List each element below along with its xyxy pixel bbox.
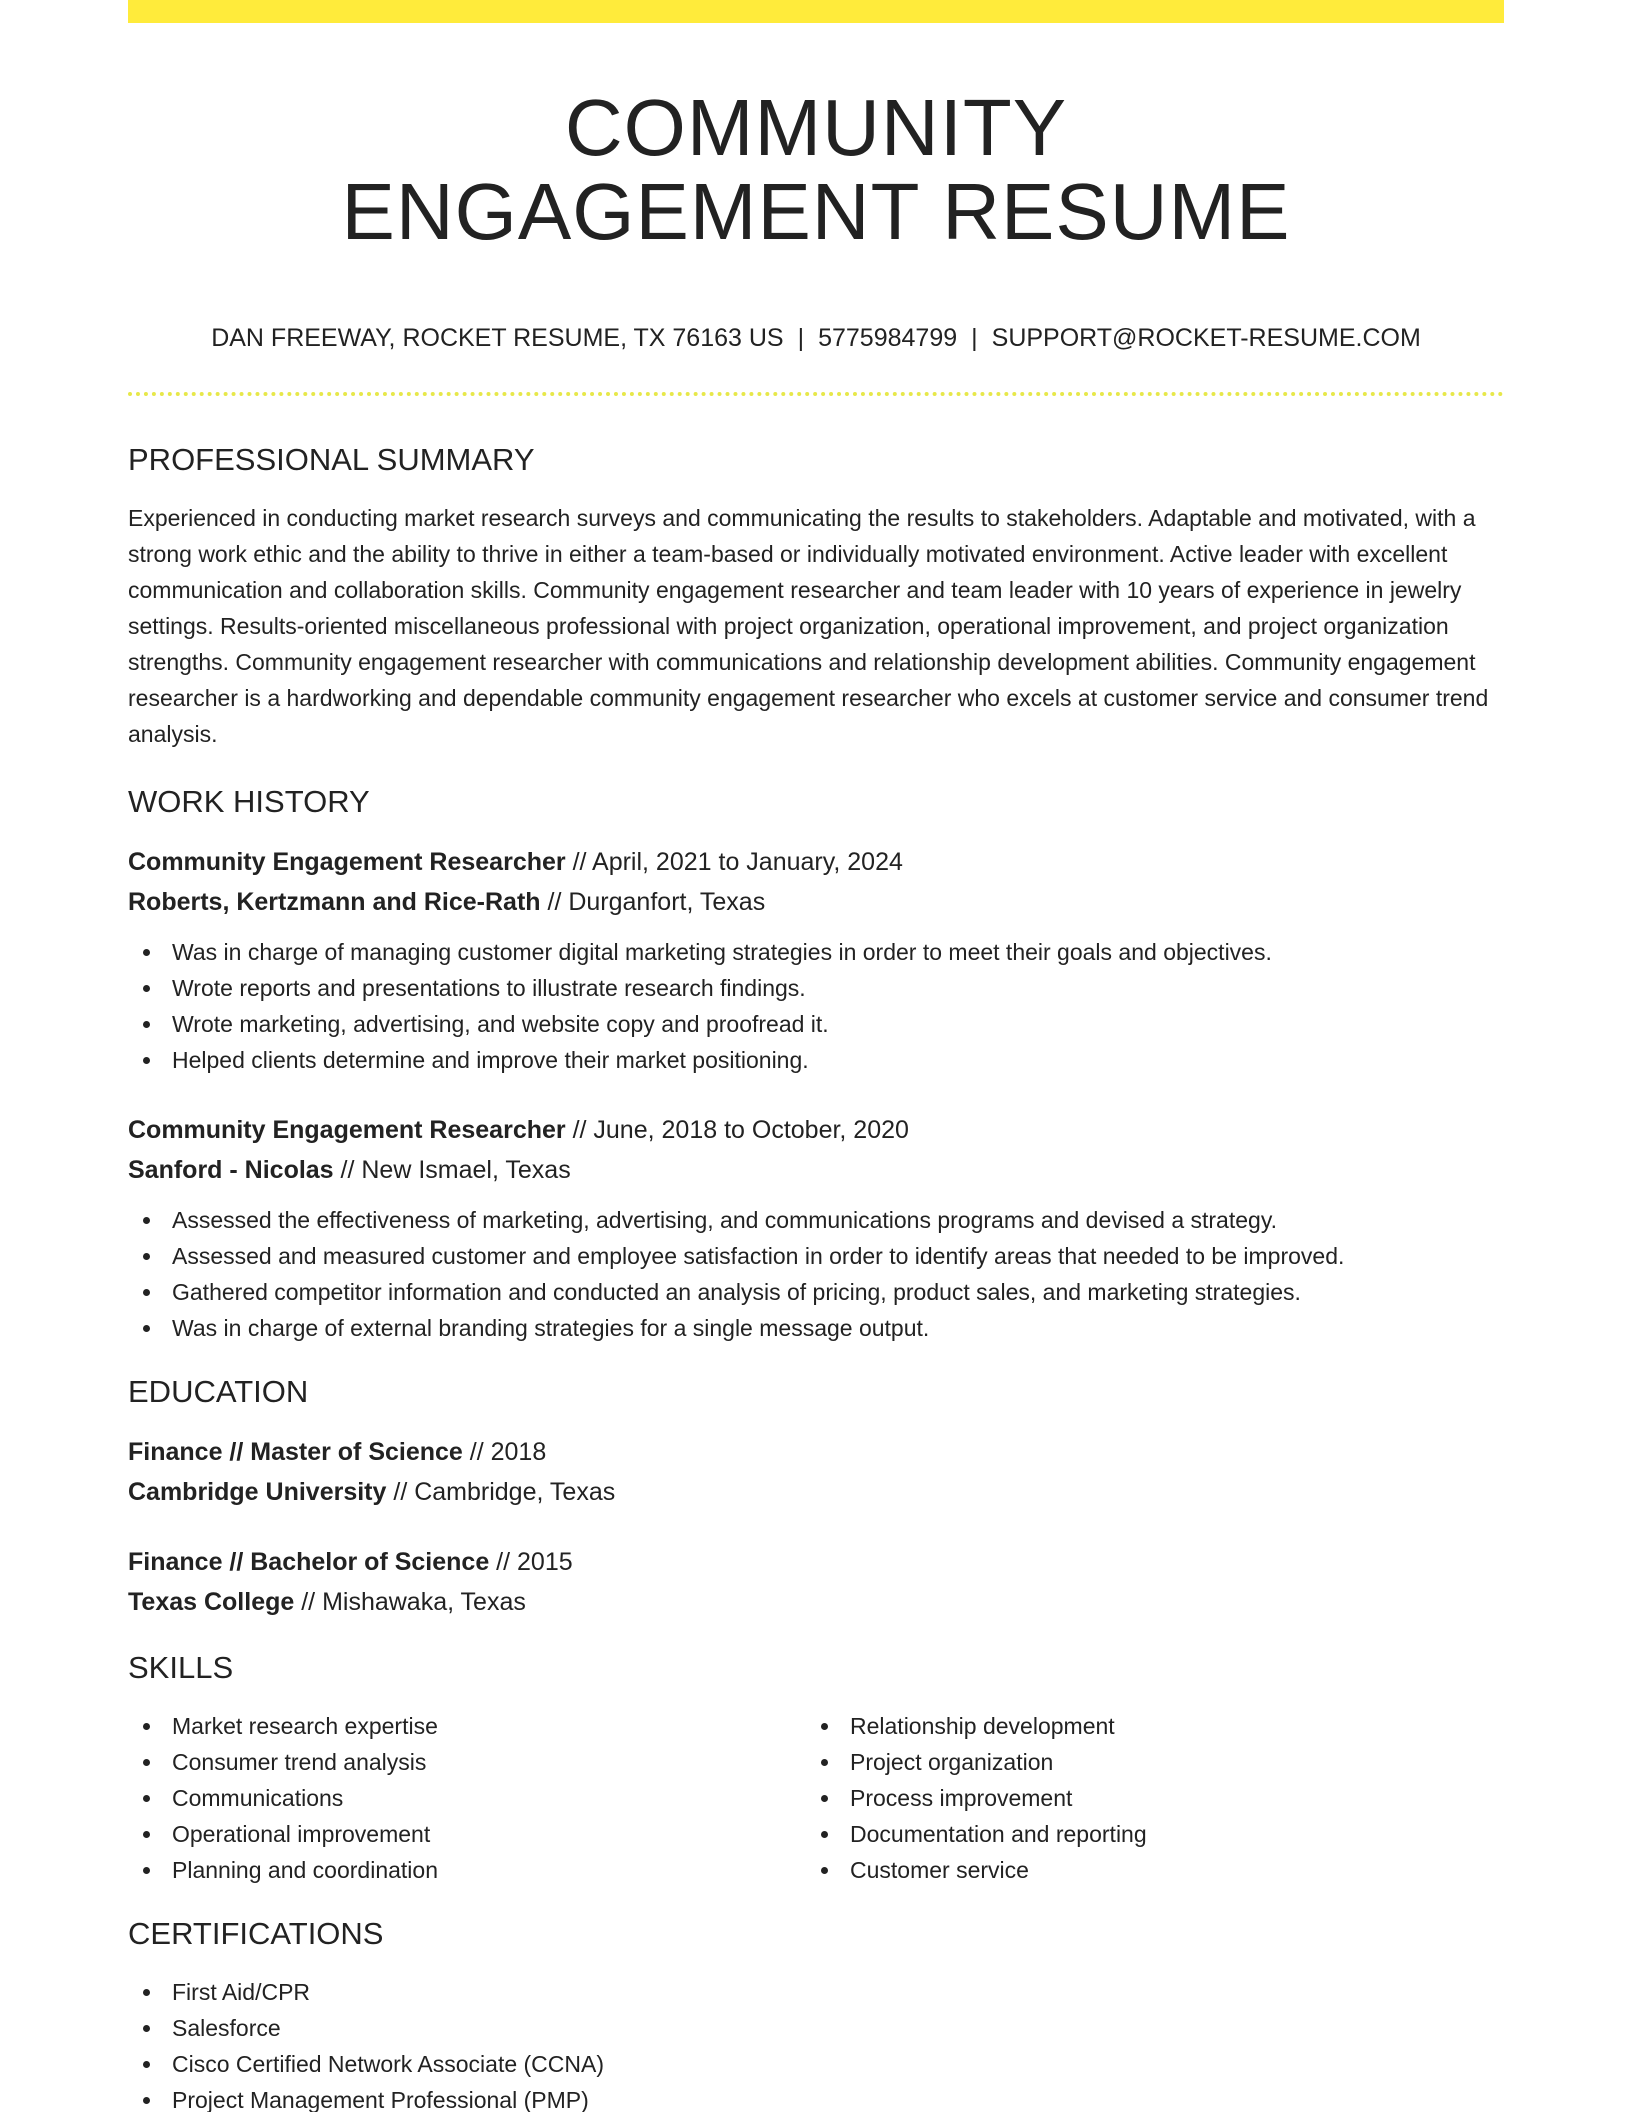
- skill-item: Process improvement: [806, 1780, 1484, 1816]
- resume-title: [128, 83, 1504, 256]
- certification-item: Cisco Certified Network Associate (CCNA): [128, 2046, 1504, 2082]
- job-bullet: Wrote marketing, advertising, and website copy and proofread it.: [128, 1006, 1504, 1042]
- skill-item: Customer service: [806, 1852, 1484, 1888]
- degree-line: [128, 1542, 1504, 1582]
- job-company: Sanford - Nicolas: [128, 1156, 334, 1184]
- degree: Finance // Bachelor of Science: [128, 1548, 490, 1576]
- school-location: // Mishawaka, Texas: [294, 1588, 526, 1616]
- job-location: // Durganfort, Texas: [540, 888, 766, 916]
- certifications-section: [128, 1914, 1504, 2112]
- job-entry: [128, 1110, 1504, 1346]
- job-title: Community Engagement Researcher: [128, 848, 566, 876]
- job-entry: [128, 842, 1504, 1078]
- school-location: // Cambridge, Texas: [386, 1478, 616, 1506]
- job-dates: // April, 2021 to January, 2024: [565, 848, 903, 876]
- school: Cambridge University: [128, 1478, 387, 1506]
- skill-item: Documentation and reporting: [806, 1816, 1484, 1852]
- job-dates: // June, 2018 to October, 2020: [565, 1116, 909, 1144]
- job-title-line: [128, 842, 1504, 882]
- contact-separator: |: [971, 324, 978, 352]
- dotted-divider: [128, 392, 1504, 396]
- degree-year: // 2015: [489, 1548, 573, 1576]
- school-line: [128, 1472, 1504, 1512]
- section-heading-work-history: WORK HISTORY: [128, 784, 370, 819]
- skills-column-left: [128, 1708, 806, 1888]
- skill-item: Relationship development: [806, 1708, 1484, 1744]
- job-title: Community Engagement Researcher: [128, 1116, 566, 1144]
- top-accent-bar: [128, 0, 1504, 23]
- summary-section: [128, 440, 1504, 752]
- job-bullets: [128, 934, 1504, 1078]
- degree-line: [128, 1432, 1504, 1472]
- job-company-line: [128, 1150, 1504, 1190]
- title-line-1: COMMUNITY: [564, 83, 1068, 172]
- job-company-line: [128, 882, 1504, 922]
- contact-address: DAN FREEWAY, ROCKET RESUME, TX 76163 US: [211, 324, 784, 352]
- contact-phone: 5775984799: [818, 324, 958, 352]
- section-heading-education: EDUCATION: [128, 1374, 309, 1409]
- degree: Finance // Master of Science: [128, 1438, 463, 1466]
- job-bullet: Was in charge of managing customer digital marketing strategies in order to meet their goals and objectives.: [128, 934, 1504, 970]
- education-section: [128, 1372, 1504, 1622]
- skills-column-right: [806, 1708, 1484, 1888]
- skill-item: Project organization: [806, 1744, 1484, 1780]
- contact-line: [128, 322, 1504, 354]
- section-heading-summary: PROFESSIONAL SUMMARY: [128, 442, 535, 477]
- skill-item: Planning and coordination: [128, 1852, 806, 1888]
- skill-item: Operational improvement: [128, 1816, 806, 1852]
- job-bullet: Gathered competitor information and conducted an analysis of pricing, product sales, and marketing strategies.: [128, 1274, 1504, 1310]
- job-bullet: Was in charge of external branding strategies for a single message output.: [128, 1310, 1504, 1346]
- resume-content: [128, 440, 1504, 2112]
- job-bullet: Helped clients determine and improve their market positioning.: [128, 1042, 1504, 1078]
- job-bullets: [128, 1202, 1504, 1346]
- education-entry: [128, 1432, 1504, 1512]
- contact-email: SUPPORT@ROCKET-RESUME.COM: [991, 324, 1421, 352]
- skill-item: Market research expertise: [128, 1708, 806, 1744]
- school: Texas College: [128, 1588, 295, 1616]
- job-company: Roberts, Kertzmann and Rice-Rath: [128, 888, 541, 916]
- certification-item: Salesforce: [128, 2010, 1504, 2046]
- job-title-line: [128, 1110, 1504, 1150]
- contact-separator: |: [797, 324, 805, 352]
- school-line: [128, 1582, 1504, 1622]
- section-heading-skills: SKILLS: [128, 1650, 234, 1685]
- job-bullet: Assessed the effectiveness of marketing, advertising, and communications programs and devised a strategy.: [128, 1202, 1504, 1238]
- skill-item: Communications: [128, 1780, 806, 1816]
- degree-year: // 2018: [462, 1438, 547, 1466]
- title-line-2: ENGAGEMENT RESUME: [341, 167, 1291, 256]
- summary-text: Experienced in conducting market research surveys and communicating the results to stakeholders. Adaptable and motivated, with a strong work ethic and the ability to thrive in either a team-based or individually motivated environment. Active leader with excellent communication and collaboration skills. Community engagement researcher and team leader with 10 years of experience in jewelry settings. Results-oriented miscellaneous professional with project organization, operational improvement, and project organization strengths. Community engagement researcher with communications and relationship development abilities. Community engagement researcher is a hardworking and dependable community engagement researcher who excels at customer service and consumer trend analysis.: [128, 505, 1489, 747]
- education-entry: [128, 1542, 1504, 1622]
- job-bullet: Wrote reports and presentations to illustrate research findings.: [128, 970, 1504, 1006]
- certification-list: [128, 1974, 1504, 2112]
- job-bullet: Assessed and measured customer and employee satisfaction in order to identify areas that needed to be improved.: [128, 1238, 1504, 1274]
- certification-item: First Aid/CPR: [128, 1974, 1504, 2010]
- skill-item: Consumer trend analysis: [128, 1744, 806, 1780]
- certification-item: Project Management Professional (PMP): [128, 2082, 1504, 2112]
- skills-section: [128, 1648, 1504, 1888]
- work-history-section: [128, 782, 1504, 1346]
- job-location: // New Ismael, Texas: [333, 1156, 571, 1184]
- section-heading-certifications: CERTIFICATIONS: [128, 1916, 384, 1951]
- skills-grid: [128, 1708, 1504, 1888]
